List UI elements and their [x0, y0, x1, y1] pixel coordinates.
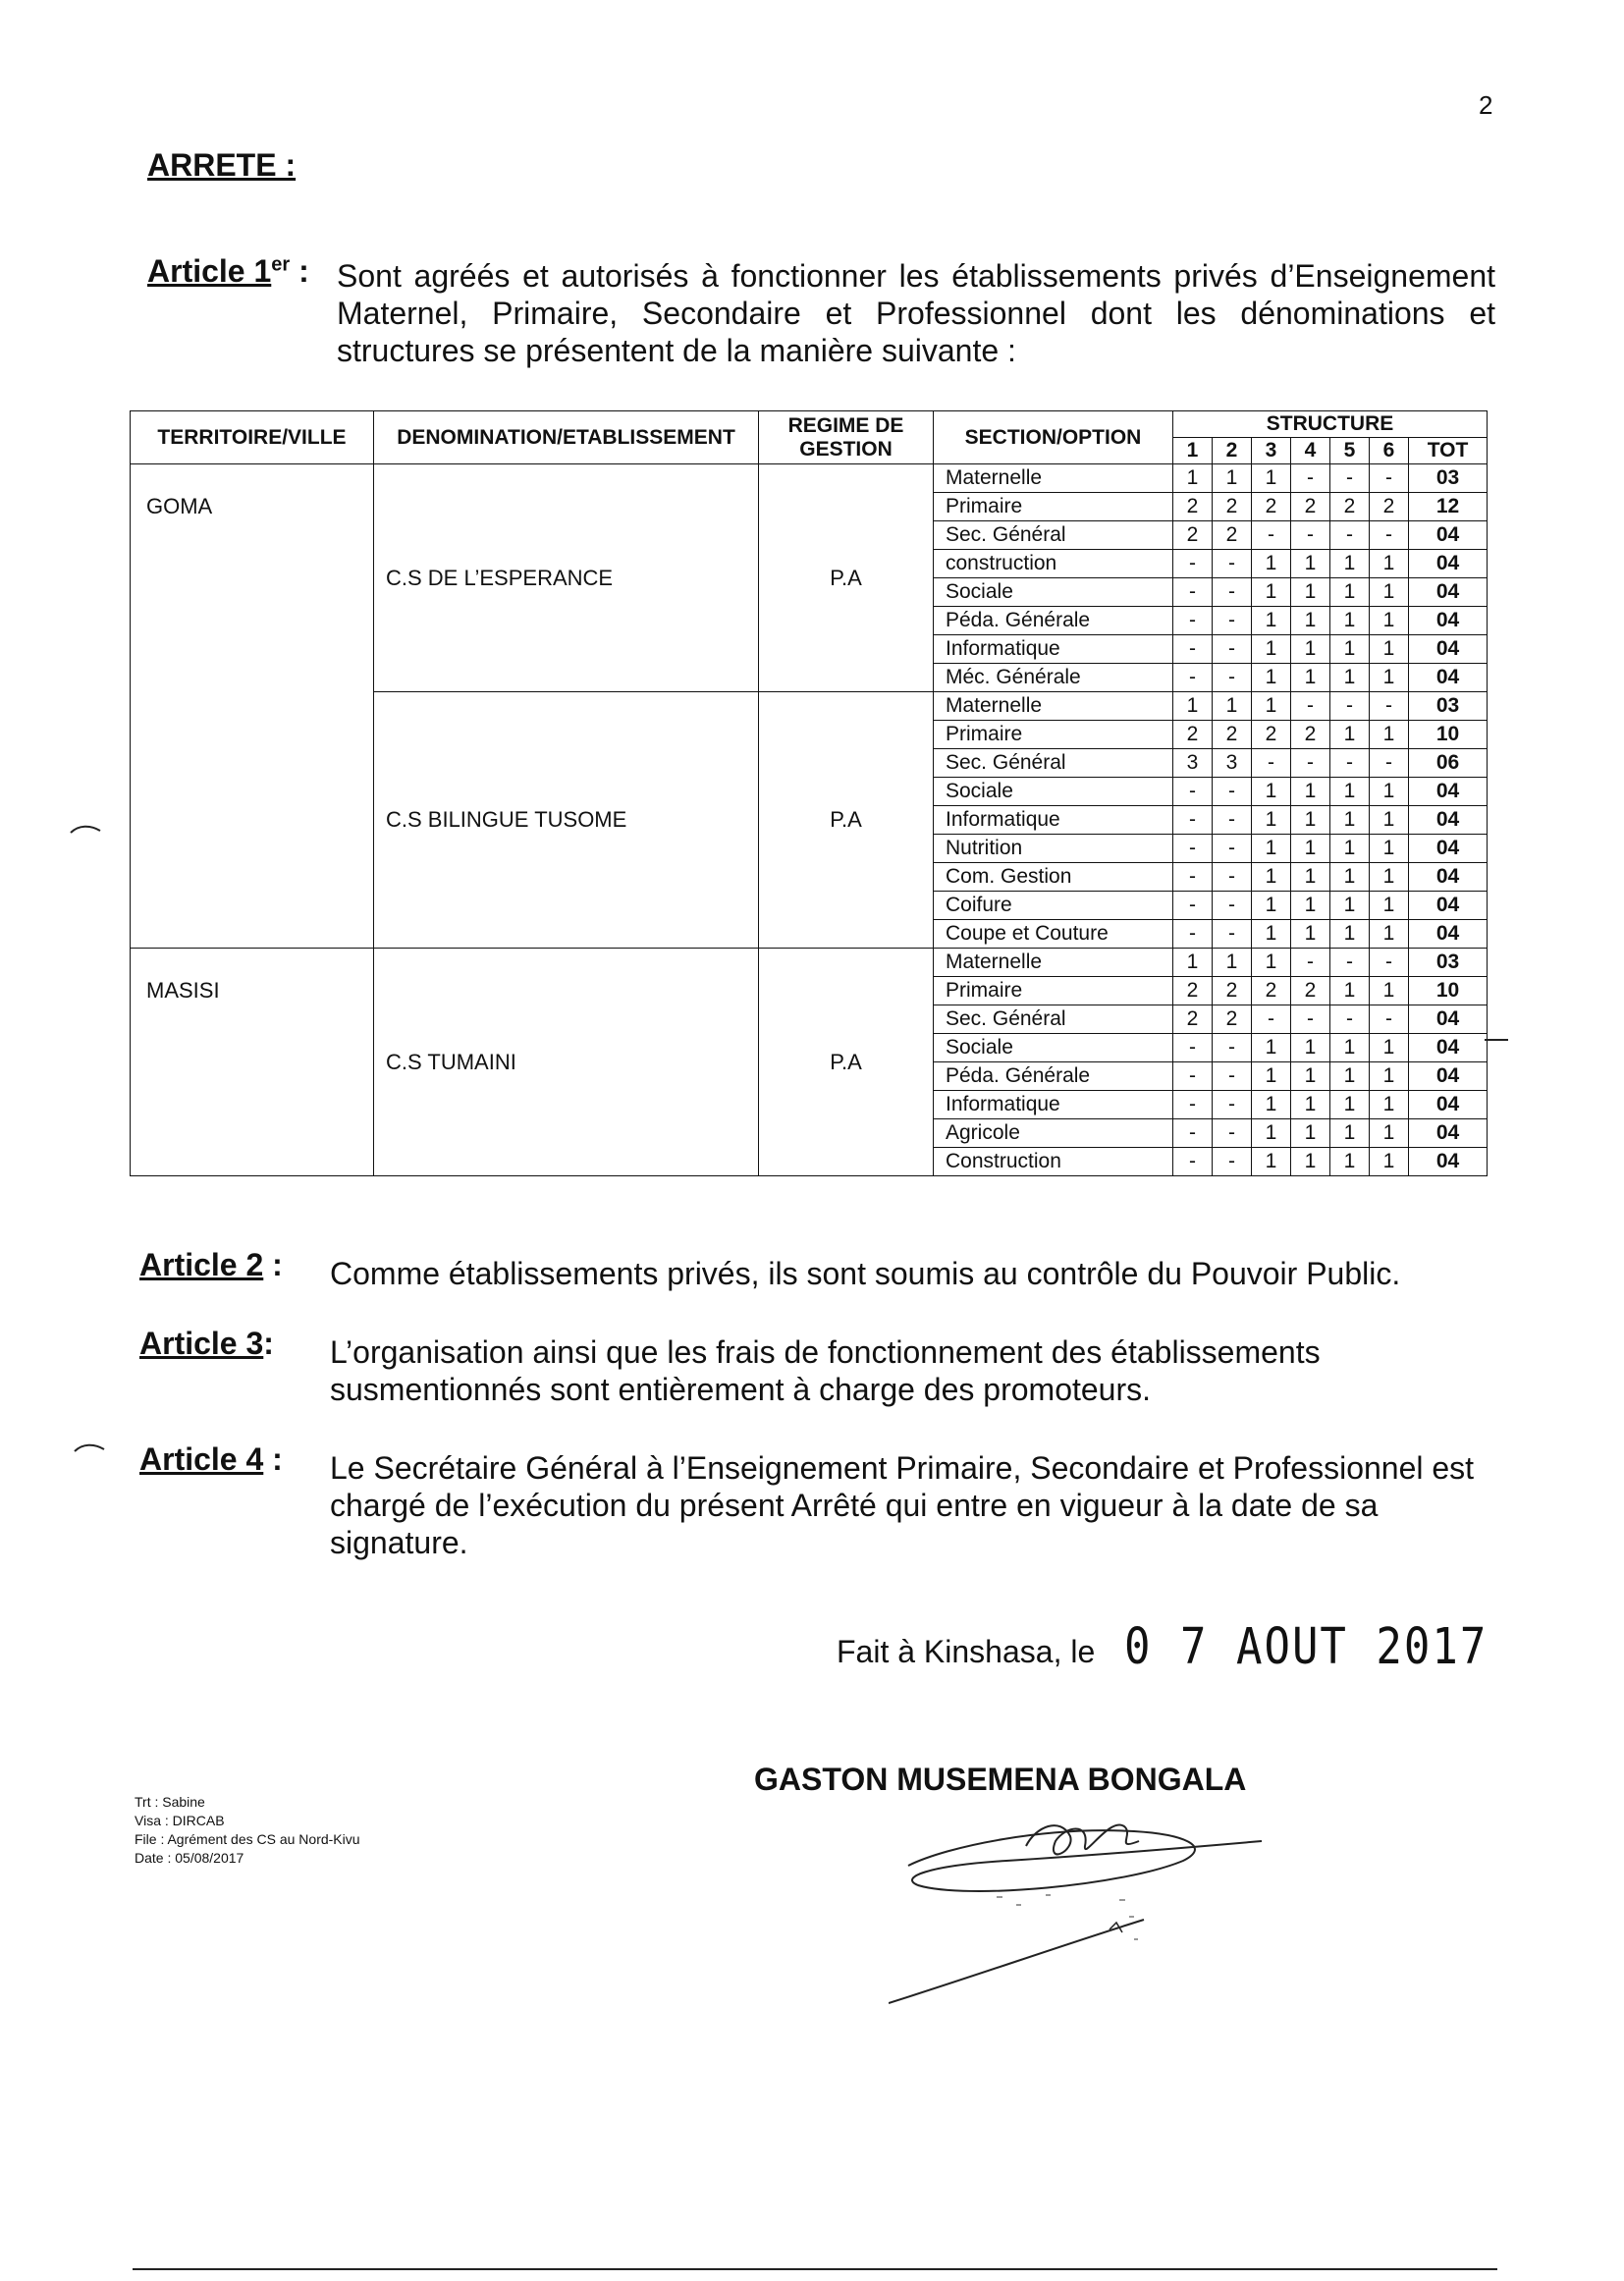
year-1-cell: -: [1173, 578, 1213, 607]
year-2-cell: -: [1213, 607, 1252, 635]
margin-mark-icon: [69, 823, 102, 837]
year-5-cell: 1: [1330, 835, 1370, 863]
section-cell: construction: [934, 550, 1173, 578]
year-1-cell: 2: [1173, 721, 1213, 749]
year-4-cell: 1: [1291, 1148, 1330, 1176]
article-4-text: Le Secrétaire Général à l’Enseignement Primaire, Secondaire et Professionnel est chargé de l’exécution du présent Arrêté qui entre en vigueur à la date de sa signature.: [330, 1450, 1475, 1560]
total-cell: 12: [1409, 493, 1488, 521]
total-cell: 04: [1409, 550, 1488, 578]
year-4-cell: 2: [1291, 493, 1330, 521]
year-6-cell: 1: [1370, 892, 1409, 920]
total-cell: 03: [1409, 692, 1488, 721]
year-4-cell: 1: [1291, 892, 1330, 920]
year-1-cell: -: [1173, 1119, 1213, 1148]
year-4-cell: -: [1291, 521, 1330, 550]
year-4-cell: 2: [1291, 977, 1330, 1005]
year-3-cell: 1: [1252, 664, 1291, 692]
year-1-cell: -: [1173, 1091, 1213, 1119]
section-cell: Sociale: [934, 578, 1173, 607]
year-1-cell: -: [1173, 835, 1213, 863]
total-cell: 04: [1409, 1091, 1488, 1119]
year-2-cell: -: [1213, 778, 1252, 806]
year-5-cell: 1: [1330, 806, 1370, 835]
section-cell: Com. Gestion: [934, 863, 1173, 892]
year-5-cell: -: [1330, 521, 1370, 550]
year-6-cell: 1: [1370, 607, 1409, 635]
year-4-cell: 1: [1291, 1091, 1330, 1119]
year-4-cell: 1: [1291, 607, 1330, 635]
year-6-cell: 1: [1370, 550, 1409, 578]
year-1-cell: -: [1173, 920, 1213, 949]
year-4-cell: 1: [1291, 835, 1330, 863]
header-year-1: 1: [1173, 438, 1213, 464]
header-tot: TOT: [1409, 438, 1488, 464]
year-3-cell: 1: [1252, 1119, 1291, 1148]
section-cell: Péda. Générale: [934, 1062, 1173, 1091]
year-5-cell: 1: [1330, 635, 1370, 664]
year-6-cell: 1: [1370, 863, 1409, 892]
year-2-cell: -: [1213, 892, 1252, 920]
article-2-text: Comme établissements privés, ils sont soumis au contrôle du Pouvoir Public.: [330, 1256, 1401, 1291]
year-6-cell: -: [1370, 749, 1409, 778]
year-3-cell: 1: [1252, 1091, 1291, 1119]
year-6-cell: -: [1370, 521, 1409, 550]
article-2-label: [139, 1247, 283, 1283]
year-1-cell: -: [1173, 1148, 1213, 1176]
year-2-cell: 2: [1213, 1005, 1252, 1034]
article-4-label-text: Article 4: [139, 1441, 264, 1477]
footnote-line: Date : 05/08/2017: [135, 1850, 244, 1866]
year-1-cell: -: [1173, 863, 1213, 892]
article-4-label: [139, 1441, 283, 1478]
year-4-cell: -: [1291, 464, 1330, 493]
header-year-5: 5: [1330, 438, 1370, 464]
year-1-cell: -: [1173, 635, 1213, 664]
section-cell: Agricole: [934, 1119, 1173, 1148]
year-4-cell: 1: [1291, 920, 1330, 949]
territory-cell: MASISI: [131, 949, 374, 1176]
section-cell: Sociale: [934, 778, 1173, 806]
year-3-cell: 1: [1252, 1148, 1291, 1176]
year-3-cell: 1: [1252, 607, 1291, 635]
year-3-cell: 1: [1252, 778, 1291, 806]
regime-cell: P.A: [759, 692, 934, 949]
table-row: [131, 464, 1488, 493]
year-2-cell: 2: [1213, 721, 1252, 749]
year-3-cell: 1: [1252, 635, 1291, 664]
year-1-cell: -: [1173, 1062, 1213, 1091]
total-cell: 04: [1409, 578, 1488, 607]
year-4-cell: 1: [1291, 863, 1330, 892]
year-2-cell: 1: [1213, 464, 1252, 493]
regime-cell: P.A: [759, 464, 934, 692]
year-5-cell: -: [1330, 692, 1370, 721]
article-3-label: [139, 1326, 274, 1362]
year-4-cell: 1: [1291, 664, 1330, 692]
year-4-cell: -: [1291, 692, 1330, 721]
section-cell: Sec. Général: [934, 1005, 1173, 1034]
section-cell: Primaire: [934, 721, 1173, 749]
year-5-cell: 1: [1330, 607, 1370, 635]
structure-table: [130, 410, 1488, 1176]
year-6-cell: 1: [1370, 1034, 1409, 1062]
year-2-cell: -: [1213, 1148, 1252, 1176]
year-6-cell: 1: [1370, 635, 1409, 664]
year-1-cell: -: [1173, 1034, 1213, 1062]
article-1-label-text: Article 1: [147, 253, 272, 289]
year-3-cell: 1: [1252, 863, 1291, 892]
header-year-6: 6: [1370, 438, 1409, 464]
section-cell: Informatique: [934, 806, 1173, 835]
year-3-cell: -: [1252, 1005, 1291, 1034]
header-year-2: 2: [1213, 438, 1252, 464]
year-6-cell: -: [1370, 464, 1409, 493]
year-1-cell: 2: [1173, 1005, 1213, 1034]
year-2-cell: 2: [1213, 521, 1252, 550]
year-3-cell: 1: [1252, 550, 1291, 578]
article-1-text: Sont agréés et autorisés à fonctionner les établissements privés d’Enseignement Maternel, Primaire, Secondaire et Professionnel dont les dénominations et structures se présentent de la manière suivante :: [337, 258, 1495, 368]
section-cell: Nutrition: [934, 835, 1173, 863]
year-5-cell: 1: [1330, 778, 1370, 806]
header-denomination: DENOMINATION/ETABLISSEMENT: [374, 411, 759, 464]
year-1-cell: 2: [1173, 493, 1213, 521]
section-cell: Informatique: [934, 635, 1173, 664]
year-6-cell: 1: [1370, 1062, 1409, 1091]
section-cell: Maternelle: [934, 949, 1173, 977]
table-body: [131, 464, 1488, 1176]
year-4-cell: 1: [1291, 778, 1330, 806]
year-5-cell: 1: [1330, 920, 1370, 949]
margin-mark-icon: [1485, 1037, 1508, 1043]
total-cell: 04: [1409, 1148, 1488, 1176]
total-cell: 04: [1409, 835, 1488, 863]
year-6-cell: 1: [1370, 1148, 1409, 1176]
year-2-cell: -: [1213, 1091, 1252, 1119]
article-3-text: L’organisation ainsi que les frais de fonctionnement des établissements susmentionnés sont entièrement à charge des promoteurs.: [330, 1334, 1321, 1407]
total-cell: 04: [1409, 1005, 1488, 1034]
year-3-cell: -: [1252, 521, 1291, 550]
year-6-cell: 1: [1370, 920, 1409, 949]
total-cell: 04: [1409, 1119, 1488, 1148]
place-date: Fait à Kinshasa, le: [837, 1634, 1096, 1669]
total-cell: 03: [1409, 949, 1488, 977]
article-3-label-text: Article 3: [139, 1326, 264, 1361]
year-5-cell: 1: [1330, 1091, 1370, 1119]
article-4-label-colon: :: [263, 1441, 283, 1477]
year-1-cell: 1: [1173, 949, 1213, 977]
table-row: [131, 949, 1488, 977]
year-4-cell: -: [1291, 949, 1330, 977]
year-4-cell: -: [1291, 749, 1330, 778]
signer-name: GASTON MUSEMENA BONGALA: [754, 1762, 1247, 1797]
article-2-label-colon: :: [263, 1247, 283, 1282]
article-1-label: [147, 253, 309, 290]
year-2-cell: -: [1213, 664, 1252, 692]
bottom-rule: [133, 2268, 1497, 2270]
year-4-cell: 1: [1291, 806, 1330, 835]
section-cell: Péda. Générale: [934, 607, 1173, 635]
year-4-cell: 1: [1291, 1062, 1330, 1091]
year-6-cell: 1: [1370, 664, 1409, 692]
year-6-cell: 1: [1370, 778, 1409, 806]
page-number: 2: [1479, 90, 1493, 120]
year-6-cell: -: [1370, 949, 1409, 977]
year-1-cell: 2: [1173, 977, 1213, 1005]
year-1-cell: -: [1173, 806, 1213, 835]
header-regime: REGIME DE GESTION: [759, 411, 934, 464]
signature-icon: [889, 1807, 1281, 2023]
year-2-cell: 1: [1213, 692, 1252, 721]
year-2-cell: 2: [1213, 493, 1252, 521]
section-cell: Primaire: [934, 493, 1173, 521]
year-6-cell: 2: [1370, 493, 1409, 521]
section-cell: Coupe et Couture: [934, 920, 1173, 949]
year-2-cell: -: [1213, 835, 1252, 863]
establishment-cell: C.S DE L’ESPERANCE: [374, 464, 759, 692]
section-cell: Méc. Générale: [934, 664, 1173, 692]
establishment-cell: C.S BILINGUE TUSOME: [374, 692, 759, 949]
total-cell: 04: [1409, 607, 1488, 635]
year-1-cell: -: [1173, 892, 1213, 920]
section-cell: Informatique: [934, 1091, 1173, 1119]
section-cell: Sec. Général: [934, 521, 1173, 550]
year-5-cell: 1: [1330, 1119, 1370, 1148]
year-1-cell: -: [1173, 778, 1213, 806]
year-2-cell: 3: [1213, 749, 1252, 778]
year-4-cell: 1: [1291, 635, 1330, 664]
section-cell: Sec. Général: [934, 749, 1173, 778]
total-cell: 10: [1409, 977, 1488, 1005]
total-cell: 04: [1409, 806, 1488, 835]
year-6-cell: 1: [1370, 835, 1409, 863]
total-cell: 06: [1409, 749, 1488, 778]
year-2-cell: -: [1213, 920, 1252, 949]
year-4-cell: 1: [1291, 1034, 1330, 1062]
year-3-cell: 1: [1252, 835, 1291, 863]
year-1-cell: 1: [1173, 464, 1213, 493]
year-2-cell: -: [1213, 863, 1252, 892]
year-1-cell: -: [1173, 550, 1213, 578]
year-2-cell: -: [1213, 1119, 1252, 1148]
year-6-cell: 1: [1370, 578, 1409, 607]
year-5-cell: 2: [1330, 493, 1370, 521]
year-3-cell: 1: [1252, 578, 1291, 607]
year-3-cell: -: [1252, 749, 1291, 778]
year-5-cell: 1: [1330, 863, 1370, 892]
year-5-cell: 1: [1330, 1062, 1370, 1091]
footnote-line: File : Agrément des CS au Nord-Kivu: [135, 1831, 360, 1847]
year-2-cell: -: [1213, 1062, 1252, 1091]
header-territoire: TERRITOIRE/VILLE: [131, 411, 374, 464]
total-cell: 04: [1409, 635, 1488, 664]
header-section: SECTION/OPTION: [934, 411, 1173, 464]
year-3-cell: 1: [1252, 1062, 1291, 1091]
footnote-line: Trt : Sabine: [135, 1794, 205, 1810]
section-cell: Primaire: [934, 977, 1173, 1005]
total-cell: 04: [1409, 920, 1488, 949]
total-cell: 04: [1409, 863, 1488, 892]
header-year-3: 3: [1252, 438, 1291, 464]
establishment-cell: C.S TUMAINI: [374, 949, 759, 1176]
year-6-cell: 1: [1370, 721, 1409, 749]
year-5-cell: 1: [1330, 892, 1370, 920]
year-4-cell: 1: [1291, 578, 1330, 607]
article-3-label-colon: :: [263, 1326, 274, 1361]
regime-cell: P.A: [759, 949, 934, 1176]
total-cell: 04: [1409, 521, 1488, 550]
year-2-cell: 1: [1213, 949, 1252, 977]
footnote: [135, 1793, 360, 1868]
year-6-cell: -: [1370, 692, 1409, 721]
year-2-cell: -: [1213, 550, 1252, 578]
year-5-cell: -: [1330, 1005, 1370, 1034]
total-cell: 04: [1409, 778, 1488, 806]
year-3-cell: 1: [1252, 806, 1291, 835]
year-3-cell: 2: [1252, 977, 1291, 1005]
article-1-label-sup: er: [271, 253, 291, 276]
year-3-cell: 1: [1252, 464, 1291, 493]
year-6-cell: 1: [1370, 977, 1409, 1005]
year-6-cell: 1: [1370, 1119, 1409, 1148]
year-2-cell: -: [1213, 1034, 1252, 1062]
year-1-cell: 3: [1173, 749, 1213, 778]
article-2-label-text: Article 2: [139, 1247, 264, 1282]
year-1-cell: 1: [1173, 692, 1213, 721]
arrete-heading: ARRETE :: [147, 147, 297, 183]
year-5-cell: 1: [1330, 664, 1370, 692]
year-2-cell: -: [1213, 578, 1252, 607]
year-3-cell: 1: [1252, 692, 1291, 721]
year-2-cell: 2: [1213, 977, 1252, 1005]
year-3-cell: 2: [1252, 493, 1291, 521]
total-cell: 04: [1409, 664, 1488, 692]
section-cell: Maternelle: [934, 692, 1173, 721]
year-5-cell: -: [1330, 464, 1370, 493]
section-cell: Maternelle: [934, 464, 1173, 493]
year-3-cell: 1: [1252, 892, 1291, 920]
year-3-cell: 1: [1252, 1034, 1291, 1062]
year-4-cell: 1: [1291, 550, 1330, 578]
year-4-cell: -: [1291, 1005, 1330, 1034]
year-5-cell: 1: [1330, 721, 1370, 749]
total-cell: 10: [1409, 721, 1488, 749]
year-1-cell: 2: [1173, 521, 1213, 550]
total-cell: 03: [1409, 464, 1488, 493]
year-5-cell: -: [1330, 949, 1370, 977]
year-6-cell: 1: [1370, 1091, 1409, 1119]
year-3-cell: 1: [1252, 949, 1291, 977]
section-cell: Sociale: [934, 1034, 1173, 1062]
section-cell: Construction: [934, 1148, 1173, 1176]
year-3-cell: 1: [1252, 920, 1291, 949]
year-5-cell: 1: [1330, 1034, 1370, 1062]
year-5-cell: 1: [1330, 550, 1370, 578]
year-4-cell: 2: [1291, 721, 1330, 749]
total-cell: 04: [1409, 1062, 1488, 1091]
year-2-cell: -: [1213, 635, 1252, 664]
year-6-cell: -: [1370, 1005, 1409, 1034]
year-3-cell: 2: [1252, 721, 1291, 749]
header-structure: STRUCTURE: [1173, 411, 1488, 438]
total-cell: 04: [1409, 892, 1488, 920]
year-4-cell: 1: [1291, 1119, 1330, 1148]
date-stamp: 0 7 AOUT 2017: [1124, 1618, 1489, 1676]
footnote-line: Visa : DIRCAB: [135, 1813, 225, 1828]
year-5-cell: 1: [1330, 578, 1370, 607]
article-1-label-colon: :: [290, 253, 309, 289]
margin-mark-icon: [73, 1441, 106, 1455]
section-cell: Coifure: [934, 892, 1173, 920]
year-5-cell: -: [1330, 749, 1370, 778]
year-1-cell: -: [1173, 664, 1213, 692]
year-2-cell: -: [1213, 806, 1252, 835]
year-6-cell: 1: [1370, 806, 1409, 835]
header-year-4: 4: [1291, 438, 1330, 464]
year-5-cell: 1: [1330, 977, 1370, 1005]
territory-cell: GOMA: [131, 464, 374, 949]
year-1-cell: -: [1173, 607, 1213, 635]
total-cell: 04: [1409, 1034, 1488, 1062]
year-5-cell: 1: [1330, 1148, 1370, 1176]
